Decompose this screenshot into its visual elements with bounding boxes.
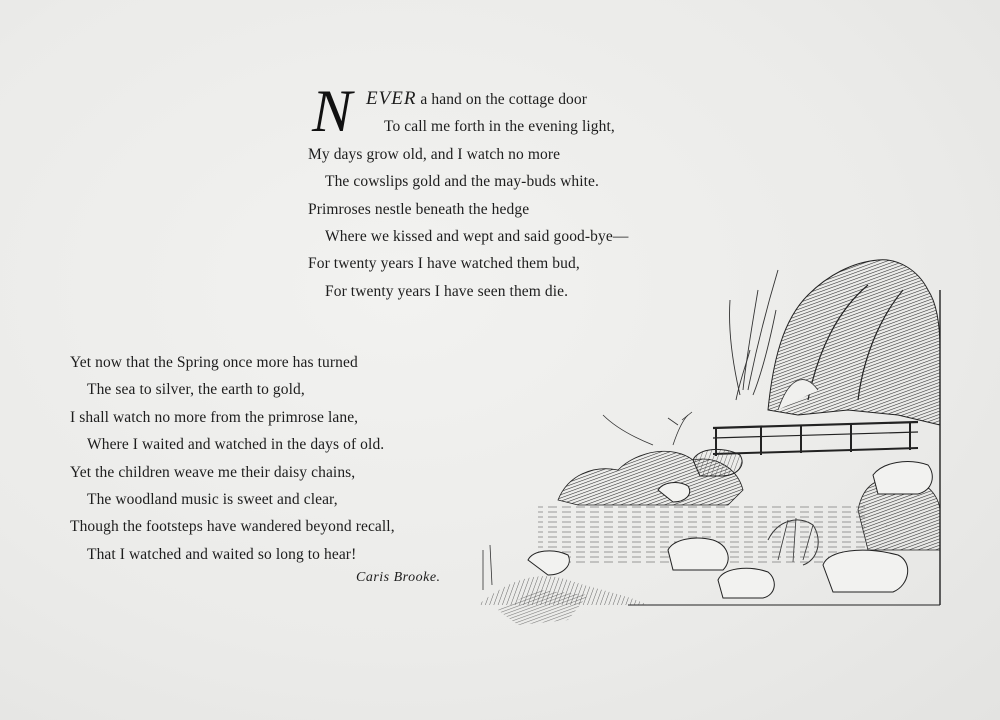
poem-line: The woodland music is sweet and clear, [87, 491, 338, 509]
author-signature: Caris Brooke. [356, 570, 441, 585]
poem-line: Primroses nestle beneath the hedge [308, 200, 530, 218]
poem-line: Though the footsteps have wandered beyond recall, [70, 518, 395, 536]
poem-line: Where we kissed and wept and said good-bye— [325, 228, 629, 246]
poem-line: My days grow old, and I watch no more [308, 145, 561, 163]
poem-line: For twenty years I have watched them bud, [308, 255, 580, 273]
poem-line: I shall watch no more from the primrose lane, [70, 408, 359, 426]
poem-line: For twenty years I have seen them die. [325, 282, 569, 300]
poem-line-text: a hand on the cottage door [420, 91, 588, 108]
drop-cap: N [312, 78, 353, 144]
footbridge [713, 422, 918, 456]
first-word-rest: EVER [366, 88, 417, 109]
poem-line: Where I waited and watched in the days of old. [87, 436, 385, 454]
poem-line: To call me forth in the evening light, [384, 118, 615, 136]
poem-line: The sea to silver, the earth to gold, [87, 381, 305, 399]
reeds [730, 270, 778, 400]
sprigs [603, 412, 692, 445]
landscape-engraving [478, 250, 948, 640]
poem-line: The cowslips gold and the may-buds white. [325, 173, 600, 191]
stanza-two [70, 349, 395, 568]
poem-line: That I watched and waited so long to hear! [87, 545, 357, 563]
poem-line: Yet now that the Spring once more has turned [70, 354, 358, 371]
poem-line: Yet the children weave me their daisy chains, [70, 463, 356, 481]
